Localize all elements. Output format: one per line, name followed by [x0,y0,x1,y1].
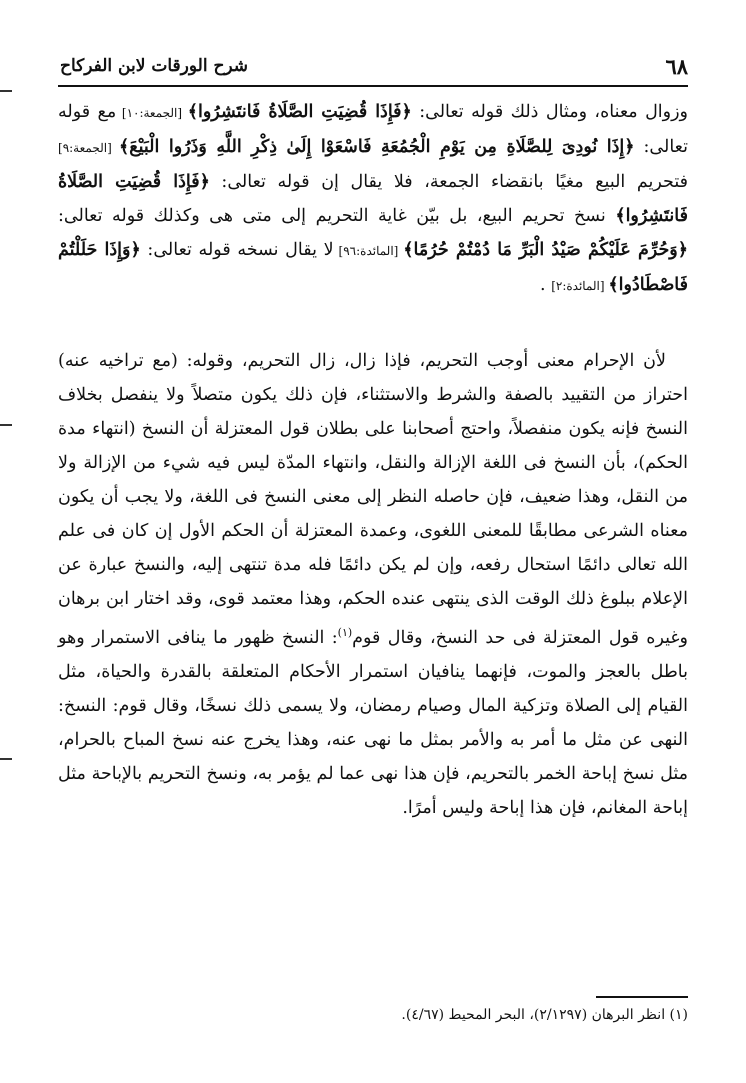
text-segment: فتحريم البيع مغيًا بانقضاء الجمعة، فلا يقال إن قوله تعالى: [209,172,688,192]
footnote: (١) انظر البرهان (٢/١٢٩٧)، البحر المحيط (٤/٦٧). [401,1007,688,1023]
book-title: شرح الورقات لابن الفركاح [60,56,249,76]
verse-reference: [الجمعة:١٠] [116,106,188,120]
page-number: ٦٨ [665,54,688,79]
text-segment: نسخ تحريم البيع، بل بيّن غاية التحريم إلى متى هى وكذلك قوله تعالى: [58,206,616,226]
quran-verse: ﴿وَإِذَا حَلَلْتُمْ فَاصْطَادُوا﴾ [58,240,688,295]
text-segment: وزوال معناه، ومثال ذلك قوله تعالى: [411,102,689,122]
text-segment: : النسخ ظهور ما ينافى الاستمرار وهو باطل بالعجز والموت، فإنهما ينافيان استمرار الأحكام المتعلقة بالقدرة والحياة، مثل القيام إلى الصلاة وتزكية المال وصيام رمضان، ولا يسمى ذلك نسخًا، وقال قوم: النسخ: النهى عن مثل ما أمر به والأمر بمثل ما نهى عنه، وهذا يخرج عنه نسخ المباح بالحرام، مثل نسخ إباحة الخمر بالتحريم، فإن هذا نهى عما لم يؤمر به، ونسخ التحريم بالإباحة مثل إباحة المغانم، فإن هذا إباحة وليس أمرًا. [58,627,688,818]
text-segment: لا يقال نسخه قوله تعالى: [140,240,334,260]
text-segment: . [540,275,552,295]
paragraph-2 [58,344,688,825]
margin-mark [0,424,12,426]
quran-verse: ﴿وَحُرِّمَ عَلَيْكُمْ صَيْدُ الْبَرِّ مَا دُمْتُمْ حُرُمًا﴾ [403,240,688,260]
verse-reference: [المائدة:٩٦] [333,244,404,258]
margin-mark [0,758,12,760]
margin-mark [0,90,12,92]
text-segment: مع قوله تعالى: [58,102,688,157]
footnote-rule [596,996,688,998]
text-segment: لأن الإحرام معنى أوجب التحريم، فإذا زال، زال التحريم، وقوله: (مع تراخيه عنه) احتراز من التقييد بالصفة والشرط والاستثناء، فإن ذلك يكون متصلاً ولا ينفصل بخلاف النسخ فإنه يكون منفصلاً، واحتج أصحابنا على بطلان قول المعتزلة أن النسخ (انتهاء مدة الحكم)، بأن النسخ فى اللغة الإزالة والنقل، وانتهاء المدّة ليس فيه شيء من الإزالة ولا من النقل، وهذا ضعيف، فإن حاصله النظر إلى معنى النسخ فى اللغة، ولا يجب أن يكون معناه الشرعى مطابقًا للمعنى اللغوى، وعمدة المعتزلة أن الحكم الأول إن كان فى علم الله تعالى دائمًا استحال رفعه، وإن لم يكن دائمًا فله مدة تنتهى إليه، والنسخ عبارة عن الإعلام ببلوغ ذلك الوقت الذى ينتهى عنده الحكم، وهذا معتمد قوى، وقد اختار ابن برهان وغيره قول المعتزلة فى حد النسخ، وقال قوم [58,351,689,648]
quran-verse: ﴿فَإِذَا قُضِيَتِ الصَّلَاةُ فَانتَشِرُوا﴾ [187,102,412,122]
quran-verse: ﴿إِذَا نُودِىَ لِلصَّلَاةِ مِن يَوْمِ الْجُمُعَةِ فَاسْعَوْا إِلَىٰ ذِكْرِ اللَّهِ وَذَرُوا الْبَيْعَ﴾ [119,137,635,157]
verse-reference: [الجمعة:٩] [58,141,119,155]
main-text [58,0,688,990]
footnote-marker: (١) [337,626,353,639]
verse-reference: [المائدة:٢] [551,279,609,293]
paragraph-1 [58,95,688,303]
quran-verse: ﴿فَإِذَا قُضِيَتِ الصَّلَاةُ فَانتَشِرُوا﴾ [58,172,688,226]
